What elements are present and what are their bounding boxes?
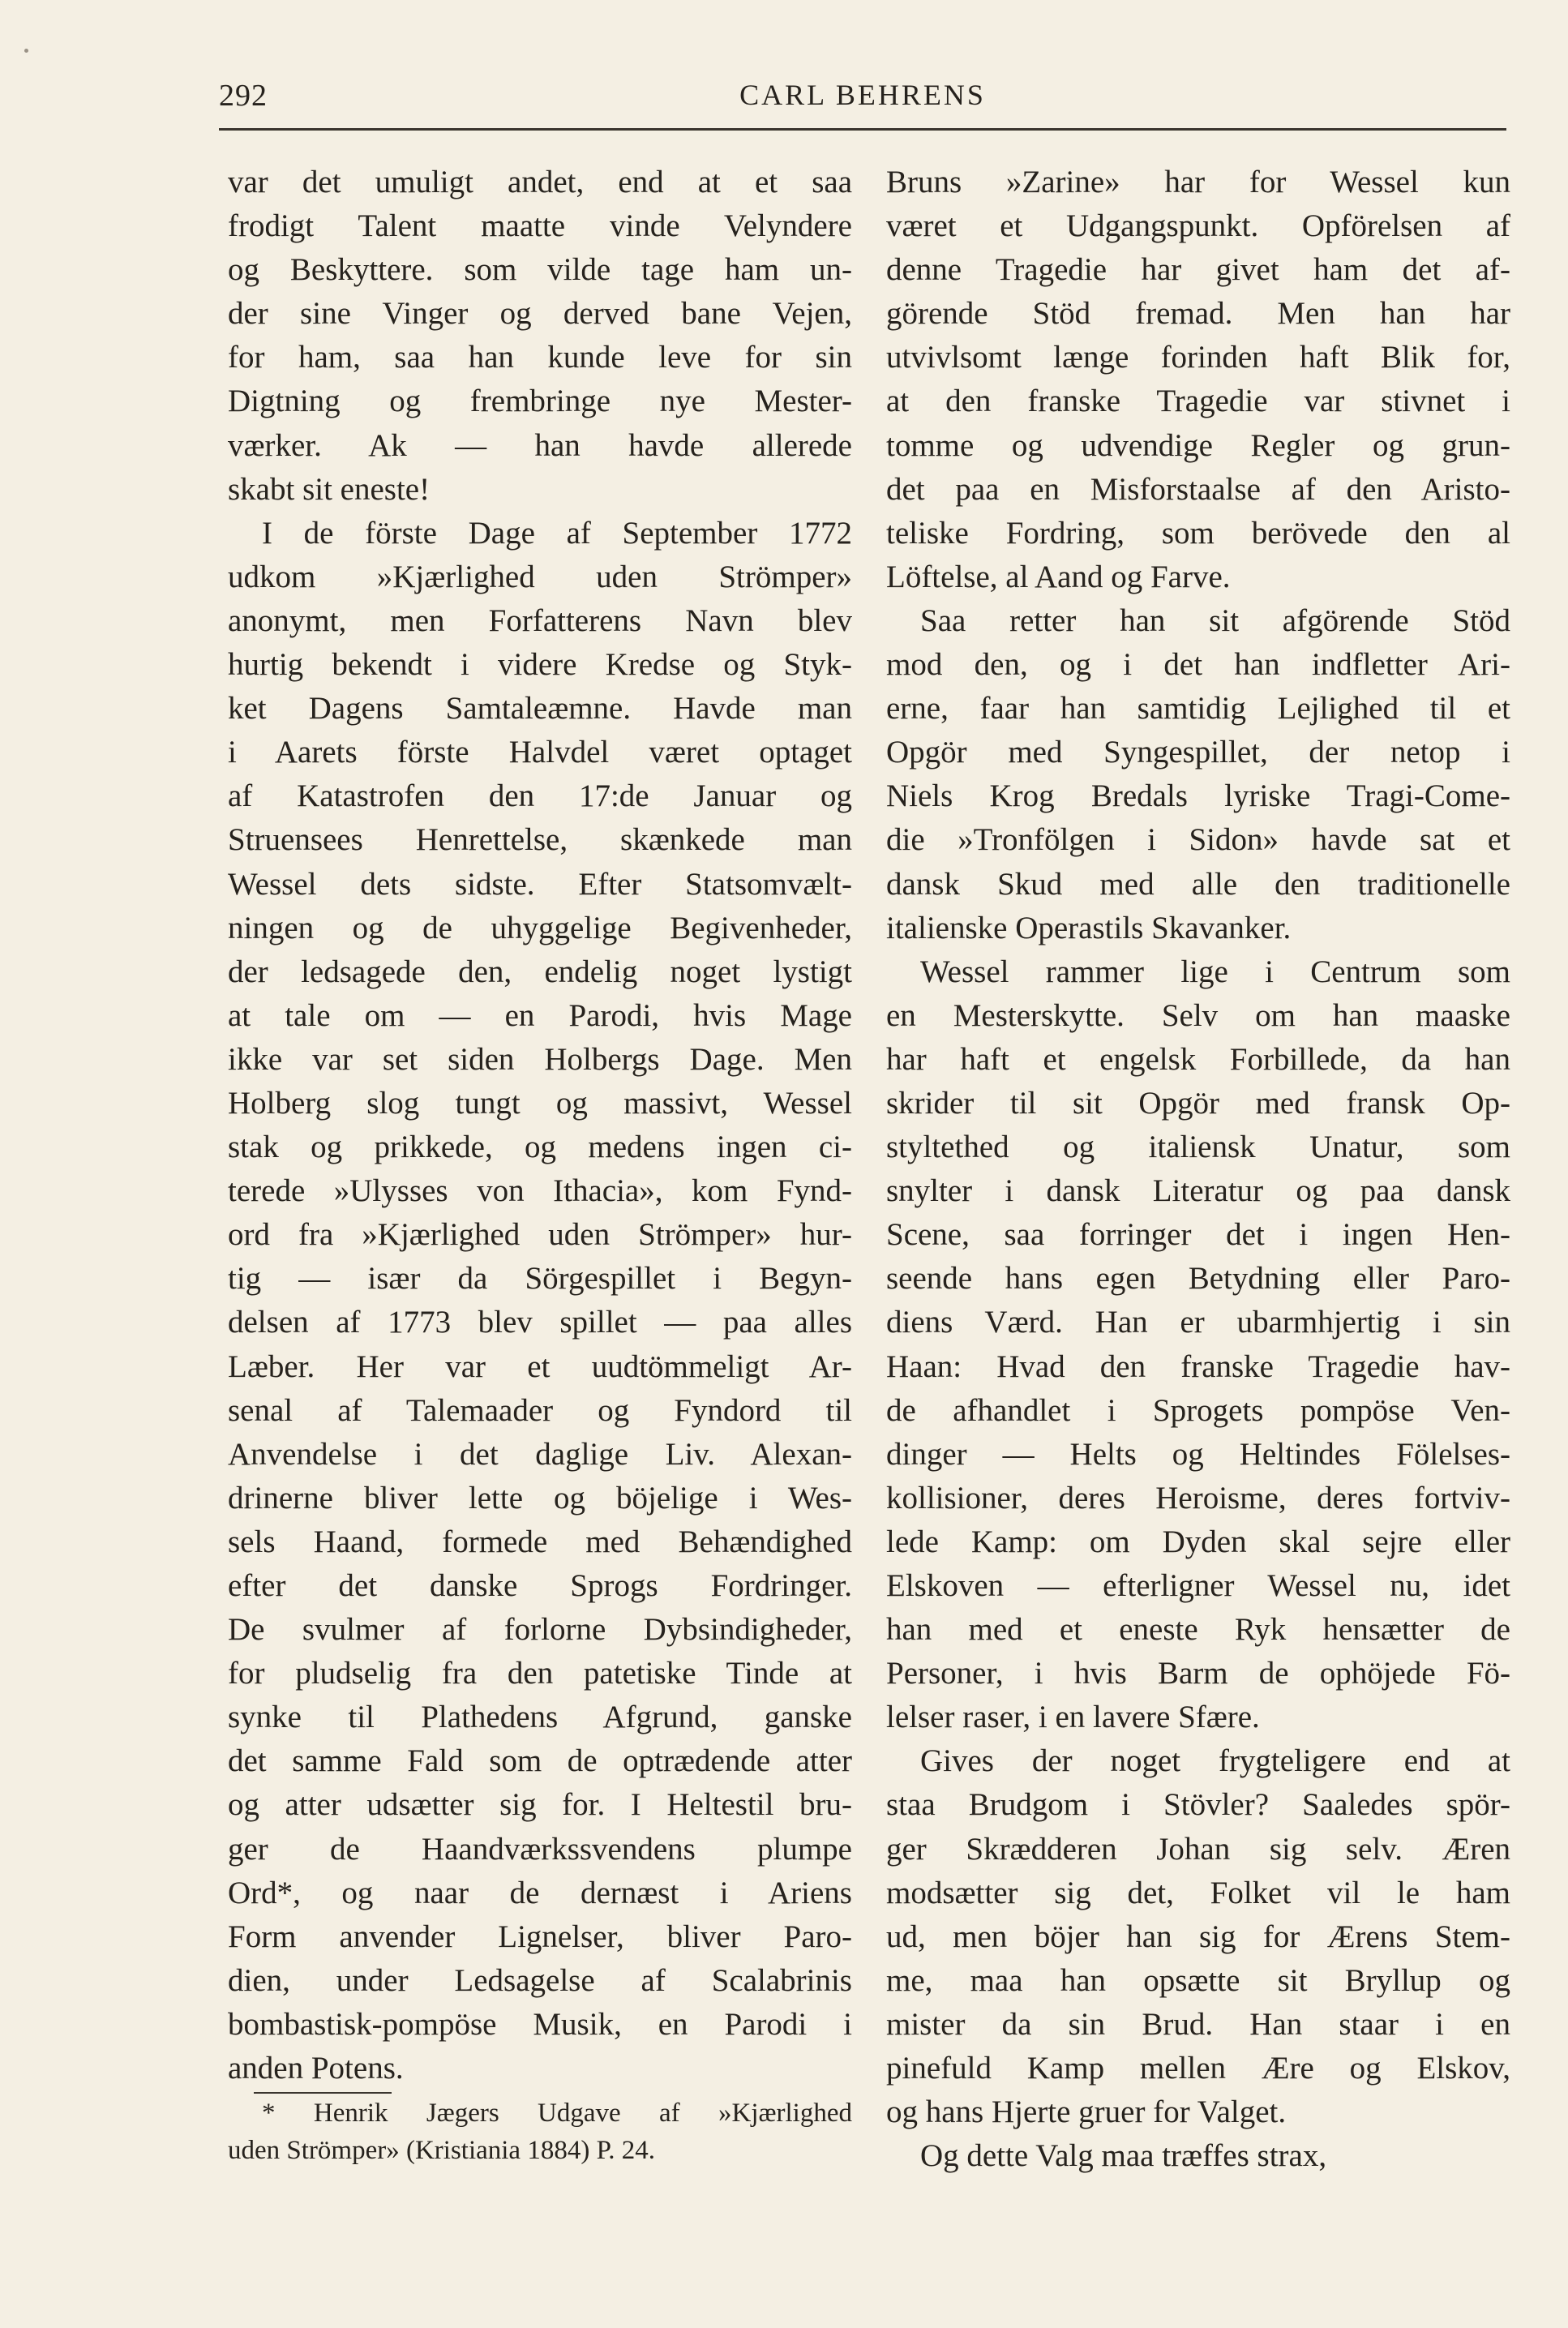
text-line: pinefuld Kamp mellen Ære og Elskov,	[886, 2051, 1510, 2086]
text-line: italienske Operastils Skavanker.	[886, 910, 1292, 945]
text-line: ger Skrædderen Johan sig selv. Æren	[886, 1831, 1510, 1867]
text-line: ord fra »Kjærlighed uden Strömper» hur-	[228, 1217, 852, 1253]
header-rule	[219, 128, 1506, 131]
text-line: og hans Hjerte gruer for Valget.	[886, 2094, 1287, 2130]
text-line: efter det danske Sprogs Fordringer.	[228, 1568, 852, 1603]
text-line: ud, men böjer han sig for Ærens Stem-	[886, 1919, 1510, 1954]
left-text-column	[228, 161, 852, 2090]
text-line: Læber. Her var et uudtömmeligt Ar-	[228, 1348, 852, 1384]
text-line: lelser raser, i en lavere Sfære.	[886, 1700, 1260, 1735]
text-line: staa Brudgom i Stövler? Saaledes spör-	[886, 1787, 1510, 1823]
text-line: har haft et engelsk Forbillede, da han	[886, 1041, 1510, 1077]
text-line: Form anvender Lignelser, bliver Paro-	[228, 1919, 852, 1954]
text-line: hurtig bekendt i videre Kredse og Styk-	[228, 647, 852, 683]
text-line: terede »Ulysses von Ithacia», kom Fynd-	[228, 1173, 852, 1209]
text-line: Elskoven — efterligner Wessel nu, idet	[886, 1568, 1510, 1603]
text-line: Struensees Henrettelse, skænkede man	[228, 822, 852, 858]
text-line: * Henrik Jægers Udgave af »Kjærlighed	[262, 2099, 852, 2128]
text-line: og Beskyttere. som vilde tage ham un-	[228, 252, 852, 288]
text-line: bombastisk-pompöse Musik, en Parodi i	[228, 2006, 852, 2042]
text-line: der ledsagede den, endelig noget lystigt	[228, 954, 852, 989]
text-line: Bruns »Zarine» har for Wessel kun	[886, 165, 1510, 199]
text-line: Wessel dets sidste. Efter Statsomvælt-	[228, 866, 852, 902]
text-line: denne Tragedie har givet ham det af-	[886, 252, 1510, 288]
text-line: og atter udsætter sig for. I Heltestil bru-	[228, 1787, 852, 1823]
text-line: diens Værd. Han er ubarmhjertig i sin	[886, 1305, 1510, 1340]
paper-speck	[24, 49, 28, 53]
text-line: en Mesterskytte. Selv om han maaske	[886, 997, 1510, 1033]
running-head: CARL BEHRENS	[739, 79, 986, 111]
text-line: Ord*, og naar de dernæst i Ariens	[228, 1875, 852, 1910]
footnote	[228, 2094, 852, 2169]
text-line: mister da sin Brud. Han staar i en	[886, 2006, 1510, 2042]
text-line: skrider til sit Opgör med fransk Op-	[886, 1085, 1510, 1121]
text-line: frodigt Talent maatte vinde Velyndere	[228, 208, 852, 244]
text-line: Scene, saa forringer det i ingen Hen-	[886, 1217, 1510, 1253]
text-line: Löftelse, al Aand og Farve.	[886, 559, 1231, 594]
text-line: Holberg slog tungt og massivt, Wessel	[228, 1085, 852, 1121]
text-line: görende Stöd fremad. Men han har	[886, 296, 1510, 332]
text-line: dinger — Helts og Heltindes Fölelses-	[886, 1436, 1510, 1472]
right-text-column	[886, 161, 1510, 2178]
text-line: ningen og de uhyggelige Begivenheder,	[228, 910, 852, 945]
text-line: Wessel rammer lige i Centrum som	[920, 954, 1510, 989]
text-line: Haan: Hvad den franske Tragedie hav-	[886, 1348, 1510, 1384]
footnote-rule	[254, 2092, 392, 2094]
text-line: teliske Fordring, som berövede den al	[886, 515, 1510, 551]
text-line: uden Strömper» (Kristiania 1884) P. 24.	[228, 2136, 656, 2165]
text-line: Digtning og frembringe nye Mester-	[228, 384, 852, 419]
text-line: utvivlsomt længe forinden haft Blik for,	[886, 340, 1510, 375]
text-line: værker. Ak — han havde allerede	[228, 427, 852, 463]
text-line: ket Dagens Samtaleæmne. Havde man	[228, 691, 852, 727]
text-line: ikke var set siden Holbergs Dage. Men	[228, 1041, 852, 1077]
text-line: delsen af 1773 blev spillet — paa alles	[228, 1305, 852, 1340]
text-line: Personer, i hvis Barm de ophöjede Fö-	[886, 1656, 1510, 1691]
text-line: anden Potens.	[228, 2051, 404, 2086]
text-line: mod den, og i det han indfletter Ari-	[886, 647, 1510, 683]
text-line: drinerne bliver lette og böjelige i Wes-	[228, 1480, 852, 1516]
text-line: synke til Plathedens Afgrund, ganske	[228, 1700, 852, 1735]
text-line: Niels Krog Bredals lyriske Tragi-Come-	[886, 778, 1510, 814]
text-line: at den franske Tragedie var stivnet i	[886, 384, 1510, 419]
text-line: det samme Fald som de optrædende atter	[228, 1743, 852, 1779]
text-line: Gives der noget frygteligere end at	[920, 1743, 1510, 1779]
text-line: de afhandlet i Sprogets pompöse Ven-	[886, 1392, 1510, 1428]
text-line: me, maa han opsætte sit Bryllup og	[886, 1962, 1510, 1998]
text-line: Og dette Valg maa træffes strax,	[920, 2138, 1327, 2174]
text-line: dansk Skud med alle den traditionelle	[886, 866, 1510, 902]
text-line: modsætter sig det, Folket vil le ham	[886, 1875, 1510, 1910]
text-line: tomme og udvendige Regler og grun-	[886, 427, 1510, 463]
text-line: der sine Vinger og derved bane Vejen,	[228, 296, 852, 332]
text-line: det paa en Misforstaalse af den Aristo-	[886, 471, 1510, 507]
text-line: kollisioner, deres Heroisme, deres fortviv-	[886, 1480, 1510, 1516]
text-line: sels Haand, formede med Behændighed	[228, 1524, 852, 1559]
text-line: die »Tronfölgen i Sidon» havde sat et	[886, 822, 1510, 858]
text-line: anonymt, men Forfatterens Navn blev	[228, 602, 852, 638]
text-line: lede Kamp: om Dyden skal sejre eller	[886, 1524, 1510, 1559]
text-line: stak og prikkede, og medens ingen ci-	[228, 1130, 852, 1165]
text-line: Saa retter han sit afgörende Stöd	[920, 602, 1510, 638]
text-line: I de förste Dage af September 1772	[262, 515, 852, 551]
text-line: De svulmer af forlorne Dybsindigheder,	[228, 1612, 852, 1648]
text-line: senal af Talemaader og Fyndord til	[228, 1392, 852, 1428]
text-line: han med et eneste Ryk hensætter de	[886, 1612, 1510, 1648]
page-header	[219, 71, 1506, 120]
text-line: var det umuligt andet, end at et saa	[228, 165, 852, 199]
text-line: erne, faar han samtidig Lejlighed til et	[886, 691, 1510, 727]
text-line: snylter i dansk Literatur og paa dansk	[886, 1173, 1510, 1209]
text-line: Opgör med Syngespillet, der netop i	[886, 735, 1510, 770]
text-line: styltethed og italiensk Unatur, som	[886, 1130, 1510, 1165]
text-line: udkom »Kjærlighed uden Strömper»	[228, 559, 852, 594]
text-line: i Aarets förste Halvdel været optaget	[228, 735, 852, 770]
text-line: tig — især da Sörgespillet i Begyn-	[228, 1261, 852, 1297]
text-line: seende hans egen Betydning eller Paro-	[886, 1261, 1510, 1297]
text-line: dien, under Ledsagelse af Scalabrinis	[228, 1962, 852, 1998]
text-line: Anvendelse i det daglige Liv. Alexan-	[228, 1436, 852, 1472]
text-line: for ham, saa han kunde leve for sin	[228, 340, 852, 375]
text-line: været et Udgangspunkt. Opförelsen af	[886, 208, 1510, 244]
text-line: for pludselig fra den patetiske Tinde at	[228, 1656, 852, 1691]
text-line: skabt sit eneste!	[228, 471, 431, 507]
page-number: 292	[219, 79, 268, 113]
text-line: ger de Haandværkssvendens plumpe	[228, 1831, 852, 1867]
text-line: at tale om — en Parodi, hvis Mage	[228, 997, 852, 1033]
text-line: af Katastrofen den 17:de Januar og	[228, 778, 852, 814]
